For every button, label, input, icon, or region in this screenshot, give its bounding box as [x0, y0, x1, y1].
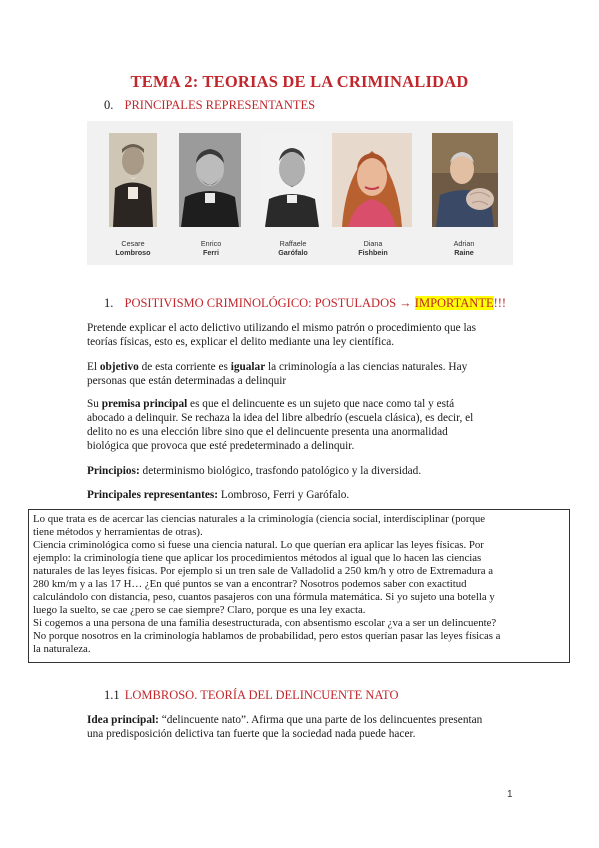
section-number: 1.1	[104, 688, 120, 702]
section-number: 0.	[104, 98, 114, 112]
text: de esta corriente es	[138, 361, 231, 373]
text-line: calculándolo con distancia, peso, cuantos pasajeros con una fórmula matemática. Si yo sujeto una botella y	[33, 591, 495, 603]
caption-first-name: Adrian	[453, 239, 475, 248]
bold-term: Principales representantes:	[87, 489, 219, 501]
caption-first-name: Diana	[363, 239, 383, 248]
text-line: delito no es una elección libre sino que el delincuente presenta una anormalidad	[87, 426, 448, 438]
paragraph-objetivo	[87, 360, 517, 388]
text-line: luego la suelto, se cae ¿pero se cae siempre? Claro, porque es una ley exacta.	[33, 604, 366, 616]
section-heading-0	[104, 98, 315, 113]
text-line	[87, 397, 517, 411]
text: Lombroso, Ferri y Garófalo.	[218, 489, 350, 501]
caption-first-name: Enrico	[200, 239, 222, 248]
bold-term: objetivo	[99, 361, 139, 373]
caption-first-name: Raffaele	[279, 239, 307, 248]
section-label: POSITIVISMO CRIMINOLÓGICO: POSTULADOS	[124, 296, 397, 310]
section-label: LOMBROSO. TEORÍA DEL DELINCUENTE NATO	[124, 688, 399, 702]
caption-last-name: Raine	[454, 248, 474, 257]
text-line: teorías físicas, esto es, explicar el delito mediante una ley científica.	[87, 336, 395, 348]
bold-term: igualar	[230, 361, 266, 373]
bold-term: Principios:	[87, 465, 140, 477]
text-line: abocado a delinquir. Se rechaza la idea del libre albedrío (escuela clásica), es decir, el	[87, 412, 474, 424]
caption-garofalo	[263, 239, 323, 257]
text-line: Ciencia criminológica como si fuese una ciencia natural. Lo que querían era aplicar las leyes físicas. Por	[33, 539, 484, 551]
notes-box-text	[33, 513, 567, 656]
paragraph-representantes	[87, 488, 517, 502]
bold-term: Idea principal:	[87, 714, 159, 726]
caption-last-name: Ferri	[203, 248, 219, 257]
caption-ferri	[181, 239, 241, 257]
bold-term: premisa principal	[101, 398, 188, 410]
portrait-garofalo	[261, 133, 323, 227]
text-line: biológica que provoca que esté predeterminado a delinquir.	[87, 440, 355, 452]
caption-last-name: Fishbein	[358, 248, 388, 257]
text: determinismo biológico, trasfondo patológico y la diversidad.	[139, 465, 422, 477]
caption-last-name: Lombroso	[115, 248, 151, 257]
section-number: 1.	[104, 296, 114, 310]
important-highlight: IMPORTANTE	[414, 296, 494, 310]
text-line: 280 km/m y a las 17 H… ¿En qué puntos se van a encontrar? Nosotros podemos saber con exactitud	[33, 578, 467, 590]
text: es que el delincuente es un sujeto que nace como tal y está	[187, 398, 455, 410]
section-label: PRINCIPALES REPRESENTANTES	[124, 98, 316, 112]
exclamation-marks: !!!	[493, 296, 507, 310]
text-line: Lo que trata es de acercar las ciencias naturales a la criminología (ciencia social, interdisciplinar (porque	[33, 513, 486, 525]
text: El	[87, 361, 100, 373]
caption-fishbein	[343, 239, 403, 257]
text-line: una predisposición delictiva tan fuerte que la sociedad nada puede hacer.	[87, 728, 416, 740]
portrait-fishbein	[332, 133, 412, 227]
portrait-raine	[432, 133, 498, 227]
section-heading-1-1	[104, 688, 398, 703]
paragraph-principios	[87, 464, 517, 478]
page-number: 1	[507, 789, 513, 800]
portrait-ferri	[179, 133, 241, 227]
paragraph-idea-principal	[87, 713, 517, 741]
text: “delincuente nato”. Afirma que una parte de los delincuentes presentan	[158, 714, 483, 726]
text-line: personas que están determinadas a delinquir	[87, 375, 287, 387]
page-title: TEMA 2: TEORIAS DE LA CRIMINALIDAD	[130, 72, 469, 91]
arrow-icon: →	[399, 296, 412, 310]
text-line: ejemplo: la criminología tiene que aplicar los procedimientos métodos al igual que lo hacen las ciencias	[33, 552, 482, 564]
text-line: No porque nosotros en la criminología hablamos de probabilidad, pero estos querían pasar las leyes físicas a	[33, 630, 501, 642]
text-line: naturales de las leyes físicas. Por ejemplo si un tren sale de Valladolid a 250 km/h y otro de Extremadura a	[33, 565, 494, 577]
paragraph-premisa	[87, 397, 517, 453]
representatives-photo-strip	[87, 121, 513, 265]
caption-raine	[434, 239, 494, 257]
text-line: Si cogemos a una persona de una familia desestructurada, con absentismo escolar ¿va a ser un delincuente?	[33, 617, 497, 629]
text-line: tiene métodos y herramientas de otras).	[33, 526, 203, 538]
text-line	[87, 360, 517, 374]
text-line: la naturaleza.	[33, 643, 91, 655]
portrait-lombroso	[109, 133, 157, 227]
text: Su	[87, 398, 102, 410]
text-line: Pretende explicar el acto delictivo utilizando el mismo patrón o procedimiento que las	[87, 322, 476, 334]
text-line	[87, 713, 517, 727]
text: la criminología a las ciencias naturales. Hay	[265, 361, 468, 373]
paragraph-intro	[87, 321, 517, 349]
caption-first-name: Cesare	[121, 239, 145, 248]
caption-lombroso	[103, 239, 163, 257]
caption-last-name: Garófalo	[278, 248, 308, 257]
section-heading-1	[104, 296, 506, 311]
